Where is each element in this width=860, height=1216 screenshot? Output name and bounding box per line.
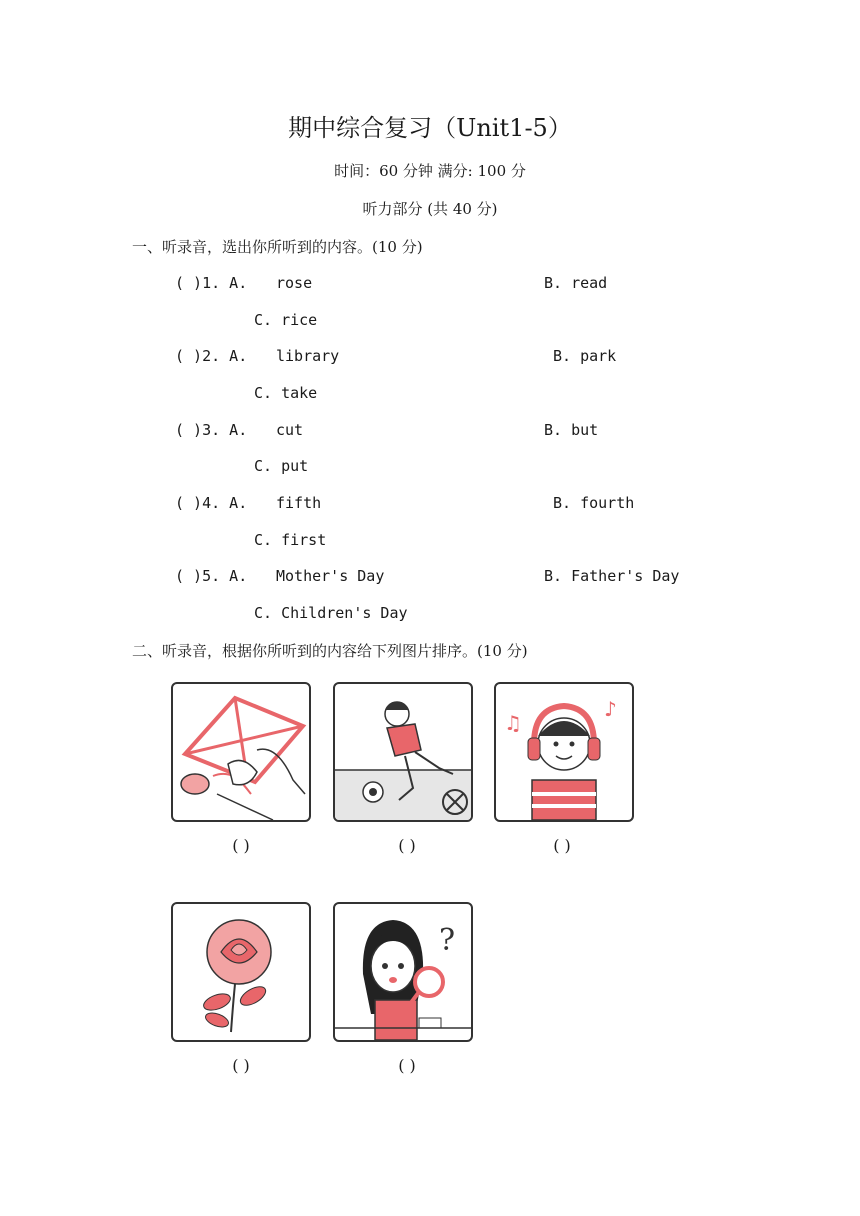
answer-blank[interactable]: ( ) (232, 1056, 250, 1075)
option-c: C. put (254, 457, 309, 475)
answer-blank[interactable]: ( ) (398, 836, 416, 855)
option-c: C. first (254, 531, 327, 549)
question-number: ( )4. A. (175, 494, 248, 512)
rose-illustration (173, 904, 309, 1040)
picture-football (333, 682, 473, 822)
kite-illustration (173, 684, 309, 820)
picture-kite (171, 682, 311, 822)
option-a: cut (276, 421, 304, 439)
option-a: Mother's Day (276, 567, 385, 585)
picture-rose (171, 902, 311, 1042)
time-score-line: 时间：60 分钟 满分: 100 分 (334, 162, 526, 180)
football-illustration (335, 684, 471, 820)
svg-text:♫: ♫ (504, 711, 522, 735)
question-number: ( )3. A. (175, 421, 248, 439)
option-c: C. Children's Day (254, 604, 408, 622)
option-b: B. but (544, 421, 599, 439)
section2-heading: 二、听录音，根据你所听到的内容给下列图片排序。(10 分) (132, 642, 528, 660)
option-c: C. rice (254, 311, 318, 329)
picture-magnifier (333, 902, 473, 1042)
answer-blank[interactable]: ( ) (553, 836, 571, 855)
option-b: B. Father's Day (544, 567, 680, 585)
music-illustration (496, 684, 632, 820)
option-b: B. park (553, 347, 617, 365)
option-b: B. read (544, 274, 608, 292)
svg-text:?: ? (439, 923, 456, 958)
option-a: library (276, 347, 340, 365)
option-a: fifth (276, 494, 322, 512)
picture-music (494, 682, 634, 822)
svg-text:♪: ♪ (604, 697, 617, 721)
question-number: ( )1. A. (175, 274, 248, 292)
magnifier-illustration (335, 904, 471, 1040)
question-number: ( )2. A. (175, 347, 248, 365)
option-c: C. take (254, 384, 318, 402)
section1-heading: 一、听录音，选出你所听到的内容。(10 分) (132, 238, 423, 256)
question-number: ( )5. A. (175, 567, 248, 585)
listening-part-label: 听力部分 (共 40 分) (362, 200, 498, 218)
answer-blank[interactable]: ( ) (398, 1056, 416, 1075)
page-title: 期中综合复习（Unit1-5） (288, 114, 572, 142)
option-a: rose (276, 274, 313, 292)
answer-blank[interactable]: ( ) (232, 836, 250, 855)
option-b: B. fourth (553, 494, 635, 512)
